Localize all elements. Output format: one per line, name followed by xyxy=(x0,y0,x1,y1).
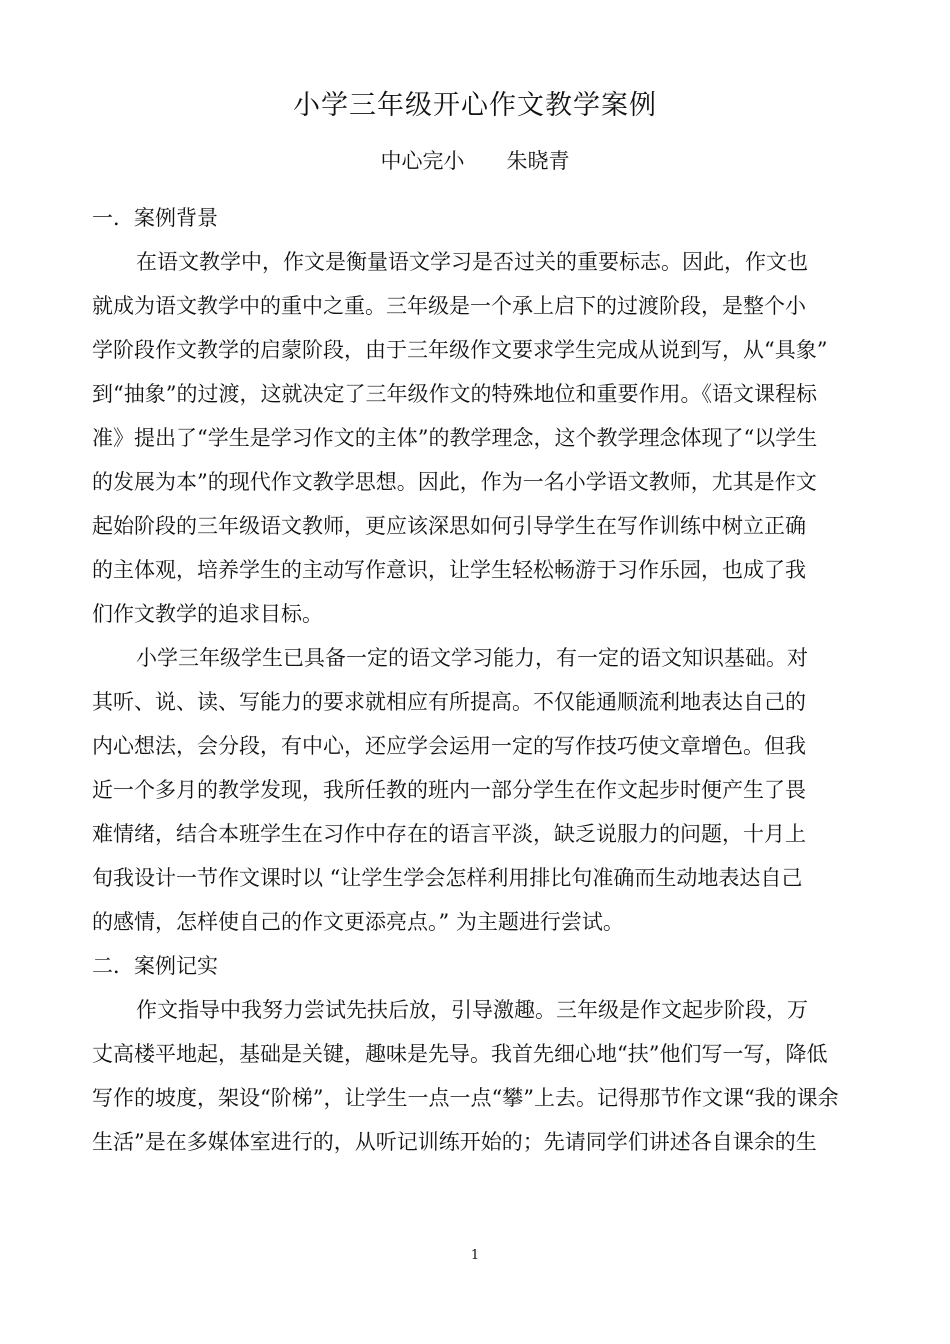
body-text-line: 们作文教学的追求目标。 xyxy=(92,602,323,626)
body-text-line: 旬我设计一节作文课时以 “让学生学会怎样利用排比句准确而生动地表达自己 xyxy=(92,866,803,890)
section-heading: 一．案例背景 xyxy=(92,206,218,230)
body-text-line: 近一个多月的教学发现，我所任教的班内一部分学生在作文起步时便产生了畏 xyxy=(92,778,806,802)
body-text-line: 起始阶段的三年级语文教师，更应该深思如何引导学生在写作训练中树立正确 xyxy=(92,514,806,538)
body-text-line: 难情绪，结合本班学生在习作中存在的语言平淡，缺乏说服力的问题，十月上 xyxy=(92,822,806,846)
body-text-line: 在语文教学中，作文是衡量语文学习是否过关的重要标志。因此，作文也 xyxy=(136,250,808,274)
body-text-line: 的感情，怎样使自己的作文更添亮点。” 为主题进行尝试。 xyxy=(92,910,624,934)
body-text-line: 学阶段作文教学的启蒙阶段，由于三年级作文要求学生完成从说到写，从“具象” xyxy=(92,338,828,362)
body-text-line: 内心想法，会分段，有中心，还应学会运用一定的写作技巧使文章增色。但我 xyxy=(92,734,806,758)
document-title: 小学三年级开心作文教学案例 xyxy=(293,90,657,121)
body-text-line: 就成为语文教学中的重中之重。三年级是一个承上启下的过渡阶段，是整个小 xyxy=(92,294,806,318)
body-text-line: 其听、说、读、写能力的要求就相应有所提高。不仅能通顺流利地表达自己的 xyxy=(92,690,806,714)
body-text-line: 到“抽象”的过渡，这就决定了三年级作文的特殊地位和重要作用。《语文课程标 xyxy=(92,382,817,406)
body-text-line: 丈高楼平地起，基础是关键，趣味是先导。我首先细心地“扶”他们写一写，降低 xyxy=(92,1042,828,1066)
body-text-line: 小学三年级学生已具备一定的语文学习能力，有一定的语文知识基础。对 xyxy=(136,646,808,670)
section-heading: 二．案例记实 xyxy=(92,954,218,978)
body-text-line: 写作的坡度，架设“阶梯”，让学生一点一点“攀”上去。记得那节作文课“我的课余 xyxy=(92,1086,839,1110)
body-text-line: 准》提出了“学生是学习作文的主体”的教学理念，这个教学理念体现了“以学生 xyxy=(92,426,818,450)
body-text-line: 生活”是在多媒体室进行的，从听记训练开始的；先请同学们讲述各自课余的生 xyxy=(92,1130,817,1154)
body-text-line: 作文指导中我努力尝试先扶后放，引导激趣。三年级是作文起步阶段，万 xyxy=(136,998,808,1022)
body-text-line: 的发展为本”的现代作文教学思想。因此，作为一名小学语文教师，尤其是作文 xyxy=(92,470,817,494)
page-number: 1 xyxy=(470,1248,480,1263)
author-line: 中心完小 朱晓青 xyxy=(380,149,570,173)
body-text-line: 的主体观，培养学生的主动写作意识，让学生轻松畅游于习作乐园，也成了我 xyxy=(92,558,806,582)
